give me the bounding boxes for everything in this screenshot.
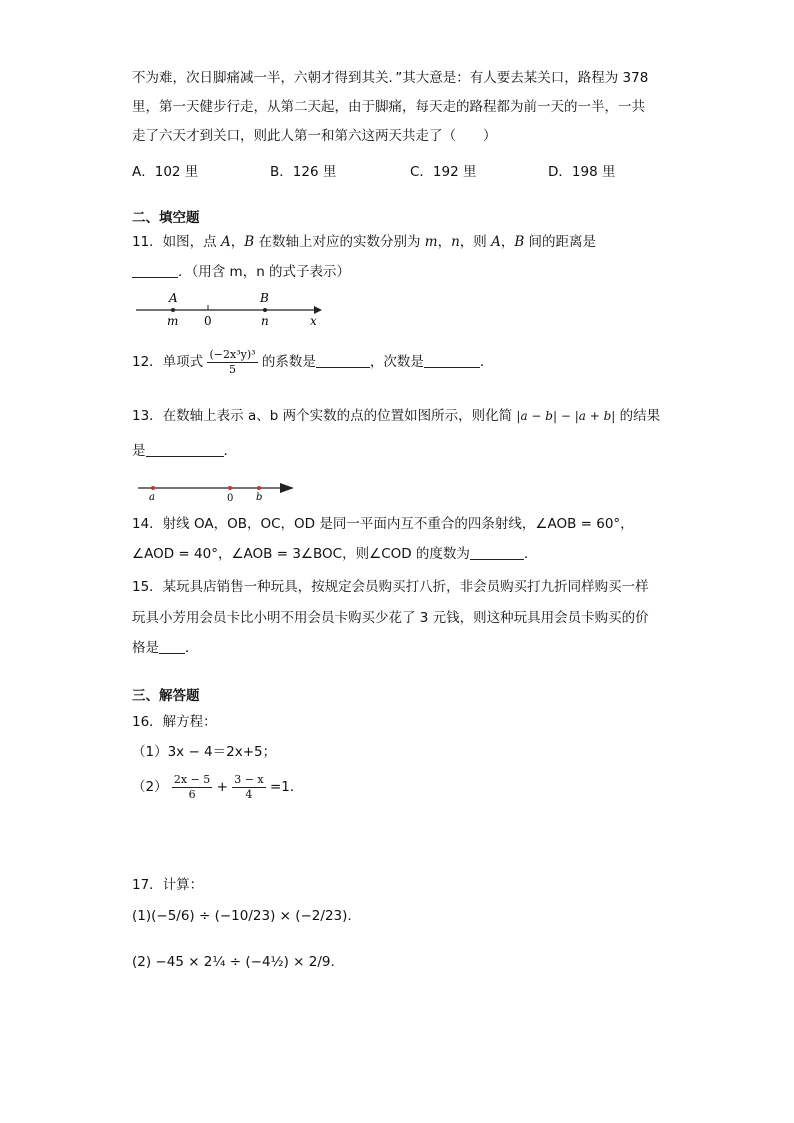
q15-line-2: 玩具小芳用会员卡比小明不用会员卡购买少花了 3 元钱，则这种玩具用会员卡购买的价	[132, 610, 649, 626]
q16-text: =1．	[269, 779, 304, 795]
q17-part-2: (2) −45 × 2¼ ÷ (−4½) × 2/9.	[132, 954, 335, 970]
q12-text: 12．单项式	[132, 354, 204, 370]
q14-line-1: 14．射线 OA，OB，OC，OD 是同一平面内互不重合的四条射线，∠AOB = 60°，	[132, 516, 634, 532]
q10-line-1: 不为难，次日脚痛减一半，六朝才得到其关．”其大意是：有人要去某关口，路程为 378	[132, 70, 649, 86]
q13-line-1	[132, 406, 660, 426]
q15-line-3	[132, 638, 199, 658]
q12-line	[132, 343, 493, 383]
q14-answer-blank[interactable]	[470, 545, 524, 560]
q11-point-a: A	[220, 234, 231, 250]
q13-number-line	[132, 476, 302, 504]
q11-point-b: B	[514, 234, 525, 250]
q11-text: 间的距离是	[524, 234, 597, 250]
q11-axis-zero: 0	[204, 314, 212, 328]
q13-text: ．	[223, 443, 237, 459]
q11-var-m: m	[424, 234, 438, 250]
q11-sep: ，	[500, 234, 515, 250]
q11-answer-blank[interactable]	[132, 263, 178, 278]
q11-axis-n: n	[261, 314, 269, 328]
q14-text: ．	[523, 546, 538, 562]
q13-line-2	[132, 441, 237, 461]
q10-option-d[interactable]: D．198 里	[548, 164, 616, 180]
q11-axis-m: m	[167, 314, 179, 328]
q11-text: 11．如图，点	[132, 234, 221, 250]
q13-axis-zero: 0	[227, 493, 234, 504]
q11-axis-label-a: A	[169, 291, 178, 305]
q11-sep: ，	[437, 234, 452, 250]
q11-axis-label-b: B	[260, 291, 269, 305]
q11-point-a: A	[491, 234, 501, 250]
q17-title: 17．计算：	[132, 877, 204, 893]
section-fill-in-heading: 二、填空题	[132, 210, 200, 226]
q15-answer-blank[interactable]	[159, 639, 185, 654]
q11-text: ．（用含 m，n 的式子表示）	[178, 264, 351, 280]
q11-axis-x: x	[310, 314, 317, 328]
q10-option-c[interactable]: C．192 里	[410, 164, 477, 180]
q12-text: ．	[479, 354, 494, 370]
q16-plus: +	[216, 779, 228, 795]
q11-text: ，则	[459, 234, 492, 250]
q11-point-b: B	[244, 234, 255, 250]
q13-text: 的结果	[619, 408, 661, 424]
q16-part-2	[132, 768, 303, 808]
q10-line-2: 里，第一天健步行走，从第二天起，由于脚痛，每天走的路程都为前一天的一半，一共	[132, 99, 645, 115]
q16-fraction-1: $\frac{2x - 5}{6}$	[173, 772, 211, 801]
q11-text: 在数轴上对应的实数分别为	[254, 234, 425, 250]
q13-text: 是	[132, 443, 146, 459]
q12-coefficient-blank[interactable]	[316, 353, 370, 368]
q15-text: ．	[185, 640, 199, 656]
q15-line-1: 15．某玩具店销售一种玩具，按规定会员购买打八折，非会员购买打九折同样购买一样	[132, 579, 649, 595]
q13-answer-blank[interactable]	[146, 442, 224, 457]
q12-text: ，次数是	[369, 354, 424, 370]
section-solve-heading: 三、解答题	[132, 688, 200, 704]
q14-text: ∠AOD = 40°，∠AOB = 3∠BOC，则∠COD 的度数为	[132, 546, 470, 562]
q14-line-2	[132, 544, 537, 564]
q16-fraction-2: $\frac{3 - x}{4}$	[234, 772, 264, 801]
q12-text: 的系数是	[261, 354, 316, 370]
q12-monomial: $\frac{\text{(−2x³y)³}}{5}$	[209, 347, 256, 376]
q11-number-line	[130, 288, 330, 332]
q13-axis-b: b	[256, 492, 263, 503]
q11-var-n: n	[451, 234, 460, 250]
q17-part-1: (1)(−5/6) ÷ (−10/23) × (−2/23).	[132, 908, 352, 924]
q11-sep: ，	[230, 234, 245, 250]
q13-expression: |a − b| − |a + b|	[516, 409, 616, 423]
q16-title: 16．解方程：	[132, 714, 217, 730]
q11-line-2	[132, 262, 350, 282]
q16-text: （2）	[132, 779, 168, 795]
q10-option-b[interactable]: B．126 里	[270, 164, 337, 180]
q15-text: 格是	[132, 640, 159, 656]
q13-axis-a: a	[149, 492, 155, 503]
q10-option-a[interactable]: A．102 里	[132, 164, 199, 180]
q16-part-1: （1）3x − 4＝2x+5；	[132, 744, 277, 760]
q11-line-1	[132, 232, 596, 252]
q13-text: 13．在数轴上表示 a、b 两个实数的点的位置如图所示，则化简	[132, 408, 513, 424]
q12-degree-blank[interactable]	[424, 353, 480, 368]
q10-line-3: 走了六天才到关口，则此人第一和第六这两天共走了（ ）	[132, 128, 497, 144]
